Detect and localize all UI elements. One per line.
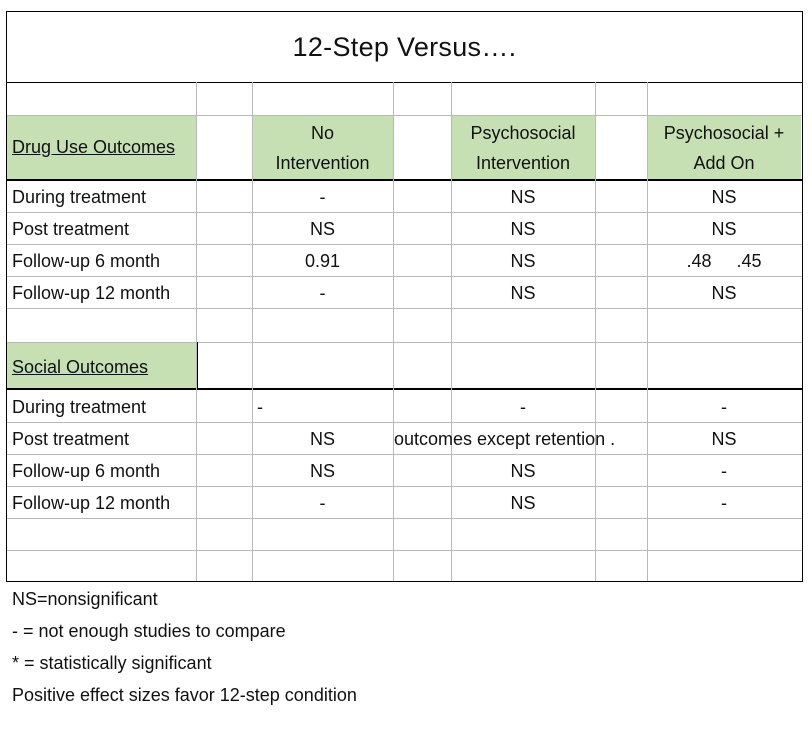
psychosocial-value: outcomes except retention . (394, 429, 616, 449)
grid-line (7, 212, 802, 213)
header-line: Add On (693, 153, 755, 173)
header-line: Intervention (275, 153, 370, 173)
grid-line (7, 276, 802, 277)
no-intervention-value: NS (309, 219, 335, 239)
grid-line (7, 115, 802, 116)
row-label: Follow-up 6 month (12, 461, 161, 481)
outcomes-table (6, 11, 803, 582)
psychosocial-value: NS (510, 187, 536, 207)
psychosocial-value: NS (510, 251, 536, 271)
header-line: Intervention (475, 153, 571, 173)
header-line: Psychosocial + (663, 123, 785, 143)
addon-value: NS (711, 283, 737, 303)
grid-line (7, 244, 802, 245)
psychosocial-addon-header (647, 122, 801, 174)
grid-column-line (196, 82, 197, 581)
row-label: Follow-up 12 month (12, 283, 171, 303)
grid-line (7, 308, 802, 309)
grid-line (7, 342, 802, 343)
header-line: Psychosocial (470, 123, 576, 143)
table-title: 12-Step Versus…. (7, 12, 802, 83)
psychosocial-value: NS (510, 283, 536, 303)
psychosocial-intervention-header (451, 122, 595, 174)
row-label: During treatment (12, 187, 147, 207)
grid-line (7, 486, 802, 487)
social-outcomes-header: Social Outcomes (12, 357, 149, 377)
psychosocial-value: NS (510, 219, 536, 239)
legend-dash: - = not enough studies to compare (12, 621, 286, 641)
psychosocial-value: NS (510, 461, 536, 481)
psychosocial-value: NS (510, 493, 536, 513)
header-line: No (310, 123, 334, 143)
section-divider (7, 388, 802, 390)
addon-value: NS (711, 429, 737, 449)
row-label: Follow-up 6 month (12, 251, 161, 271)
grid-line (7, 454, 802, 455)
row-label: Post treatment (12, 219, 130, 239)
grid-line (7, 518, 802, 519)
addon-value: NS (711, 187, 737, 207)
addon-value: NS (711, 219, 737, 239)
no-intervention-value: - (319, 493, 326, 513)
addon-value: - (721, 461, 727, 481)
no-intervention-value: NS (309, 461, 335, 481)
legend-ns: NS=nonsignificant (12, 589, 158, 609)
grid-line (7, 422, 802, 423)
grid-line (7, 550, 802, 551)
no-intervention-value: - (257, 397, 263, 417)
addon-value: .48 .45 (686, 251, 762, 271)
no-intervention-value: NS (309, 429, 335, 449)
addon-value: - (721, 397, 727, 417)
row-label: Post treatment (12, 429, 130, 449)
drug-use-outcomes-header: Drug Use Outcomes (12, 137, 176, 157)
grid-column-line (595, 82, 596, 581)
row-label: During treatment (12, 397, 147, 417)
row-label: Follow-up 12 month (12, 493, 171, 513)
legend-star: * = statistically significant (12, 653, 212, 673)
legend-effect-sizes: Positive effect sizes favor 12-step condition (12, 685, 357, 705)
no-intervention-value: - (319, 283, 326, 303)
no-intervention-header (252, 122, 393, 174)
psychosocial-value: - (520, 397, 526, 417)
header-divider (7, 179, 802, 181)
no-intervention-value: - (319, 187, 326, 207)
grid-column-line (393, 82, 394, 581)
addon-value: - (721, 493, 727, 513)
no-intervention-value: 0.91 (304, 251, 341, 271)
